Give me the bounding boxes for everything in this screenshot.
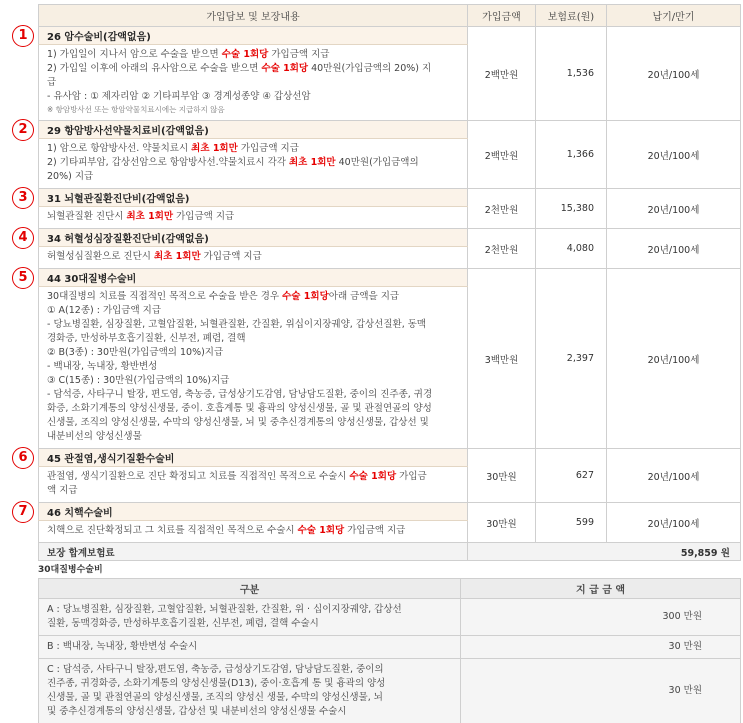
detail-line [47, 48, 459, 62]
detail-text: 뇌혈관질환 진단시 [47, 211, 127, 222]
highlight-text: 수술 1회당 [349, 471, 397, 482]
sub-row-line: 신생물, 골 및 관절연골의 양성신생물, 조직의 양성신 생물, 수막의 양성신생물, 뇌 [47, 692, 383, 703]
sub-row-amount: 30 만원 [461, 636, 741, 659]
coverage-premium: 1,366 [536, 121, 607, 189]
detail-text: ③ C(15종) : 30만원(가입금액의 10%)지급 [47, 375, 230, 386]
sub-row-line: 및 중추신경계통의 양성신생물, 갑상선 및 내분비선의 양성신생물 수술시 [47, 706, 347, 717]
header-period: 납기/만기 [607, 5, 741, 27]
item-number-badge: 4 [12, 227, 34, 249]
highlight-text: 최초 1회만 [191, 143, 238, 154]
detail-text: - 담석증, 사타구니 탈장, 편도염, 축농증, 급성상기도감염, 담낭담도질환, 중이의 진주종, 귀경 [47, 389, 433, 400]
detail-line [47, 524, 459, 538]
coverage-amount: 30만원 [468, 503, 536, 543]
item-number-badge: 6 [12, 447, 34, 469]
highlight-text: 수술 1회당 [261, 63, 309, 74]
coverage-detail [39, 467, 468, 503]
item-number-badge: 2 [12, 119, 34, 141]
detail-line [47, 484, 459, 498]
detail-text: 2) 가입일 이후에 아래의 유사암으로 수술을 받으면 [47, 63, 262, 74]
detail-text: 치핵으로 진단확정되고 그 치료를 직접적인 목적으로 수술시 [47, 525, 298, 536]
item-number-badge: 1 [12, 25, 34, 47]
sub-table-row [39, 599, 741, 636]
highlight-text: 수술 1회당 [282, 291, 329, 302]
coverage-amount: 30만원 [468, 449, 536, 503]
sub-row-line: B : 백내장, 녹내장, 황반변성 수술시 [47, 641, 198, 652]
total-label: 보장 합계보험료 [39, 543, 468, 561]
coverage-amount: 2천만원 [468, 189, 536, 229]
coverage-detail [39, 45, 468, 121]
sub-row-line: 질환, 동맥경화증, 만성하부호흡기질환, 신부전, 폐렴, 결핵 수술시 [47, 618, 319, 629]
detail-text: 가입금액 지급 [268, 49, 330, 60]
highlight-text: 수술 1회당 [221, 49, 269, 60]
detail-line [47, 90, 459, 104]
coverage-title-row [39, 269, 741, 287]
detail-line [47, 210, 459, 224]
sub-row-desc [39, 636, 461, 659]
highlight-text: 최초 1회만 [126, 211, 174, 222]
detail-line [47, 142, 459, 156]
sub-row-amount: 30 만원 [461, 659, 741, 723]
coverage-detail [39, 207, 468, 229]
coverage-premium: 599 [536, 503, 607, 543]
coverage-table-header [39, 5, 741, 27]
coverage-premium: 1,536 [536, 27, 607, 121]
detail-line [47, 304, 459, 318]
coverage-title-row [39, 229, 741, 247]
detail-text: 2) 기타피부암, 갑상선암으로 항암방사선.약물치료시 각각 [47, 157, 289, 168]
detail-text: - 백내장, 녹내장, 황반변성 [47, 361, 158, 372]
sub-row-line: 진주종, 귀경화증, 소화기계통의 양성신생물(D13), 중이·호흡계 통 및 흉곽의 양성 [47, 678, 386, 689]
detail-text: 내분비선의 양성신생물 [47, 431, 142, 442]
coverage-period: 20년/100세 [607, 27, 741, 121]
coverage-period: 20년/100세 [607, 269, 741, 449]
coverage-detail [39, 247, 468, 269]
detail-line [47, 416, 459, 430]
coverage-title: 46 치핵수술비 [39, 503, 468, 521]
detail-text: 가입금액 지급 [237, 143, 299, 154]
sub-header-amount: 지 급 금 액 [461, 579, 741, 599]
header-amount: 가입금액 [468, 5, 536, 27]
coverage-title: 34 허혈성심장질환진단비(감액없음) [39, 229, 468, 247]
sub-table-row [39, 659, 741, 723]
coverage-note: ※ 항암방사선 또는 항암약물치료시에는 지급하지 않음 [47, 105, 225, 114]
coverage-amount: 2천만원 [468, 229, 536, 269]
header-premium: 보험료(원) [536, 5, 607, 27]
detail-text: 아래 금액을 지급 [328, 291, 400, 302]
detail-line [47, 290, 459, 304]
detail-line [47, 318, 459, 332]
highlight-text: 최초 1회만 [288, 157, 336, 168]
coverage-title-row [39, 189, 741, 207]
sub-row-desc [39, 599, 461, 636]
detail-text: 1) 암으로 항암방사선. 약물치료시 [47, 143, 192, 154]
detail-line [47, 388, 459, 402]
sub-table [38, 578, 741, 723]
highlight-text: 수술 1회당 [297, 525, 345, 536]
detail-text: 20%) 지급 [47, 171, 94, 182]
detail-text: 급 [47, 77, 57, 88]
coverage-title: 29 항암방사선약물치료비(감액없음) [39, 121, 468, 139]
detail-text: 가입금액 지급 [344, 525, 406, 536]
detail-line [47, 250, 459, 264]
coverage-title: 45 관절염,생식기질환수술비 [39, 449, 468, 467]
coverage-title: 26 암수술비(감액없음) [39, 27, 468, 45]
coverage-amount: 2백만원 [468, 27, 536, 121]
coverage-title: 31 뇌혈관질환진단비(감액없음) [39, 189, 468, 207]
sub-row-line: C : 담석증, 사타구니 탈장,편도염, 축농증, 급성상기도감염, 담낭담도질환, 중이의 [47, 664, 384, 675]
detail-line [47, 430, 459, 444]
coverage-detail [39, 287, 468, 449]
coverage-premium: 4,080 [536, 229, 607, 269]
coverage-table [38, 4, 741, 561]
detail-text: - 유사암 : ① 제자리암 ② 기타피부암 ③ 경계성종양 ④ 갑상선암 [47, 91, 311, 102]
sub-table-title: 30대질병수술비 [38, 565, 103, 575]
detail-line [47, 470, 459, 484]
detail-text: 경화증, 만성하부호흡기질환, 신부전, 폐렴, 결핵 [47, 333, 246, 344]
coverage-period: 20년/100세 [607, 449, 741, 503]
detail-line [47, 346, 459, 360]
detail-line [47, 402, 459, 416]
detail-text: 가입금액 지급 [200, 251, 262, 262]
coverage-amount: 2백만원 [468, 121, 536, 189]
total-row [39, 543, 741, 561]
detail-text: 40만원(가입금액의 20%) 지 [308, 63, 432, 74]
coverage-title: 44 30대질병수술비 [39, 269, 468, 287]
item-number-badge: 7 [12, 501, 34, 523]
detail-text: ① A(12종) : 가입금액 지급 [47, 305, 162, 316]
item-number-badge: 3 [12, 187, 34, 209]
detail-text: 40만원(가입금액의 [335, 157, 419, 168]
detail-text: 관절염, 생식기질환으로 진단 확정되고 치료를 직접적인 목적으로 수술시 [47, 471, 350, 482]
sub-row-desc [39, 659, 461, 723]
sub-header-type: 구분 [39, 579, 461, 599]
detail-text: 30대질병의 치료를 직접적인 목적으로 수술을 받은 경우 [47, 291, 283, 302]
detail-text: 허혈성심질환으로 진단시 [47, 251, 154, 262]
coverage-amount: 3백만원 [468, 269, 536, 449]
detail-text: 화증, 소화기계통의 양성신생물, 중이. 호흡계통 및 흉곽의 양성신생물, 골 및 관절연골의 양성 [47, 403, 432, 414]
detail-line [47, 170, 459, 184]
sub-row-amount: 300 만원 [461, 599, 741, 636]
detail-line [47, 156, 459, 170]
coverage-premium: 15,380 [536, 189, 607, 229]
coverage-title-row [39, 121, 741, 139]
detail-line [47, 360, 459, 374]
coverage-premium: 627 [536, 449, 607, 503]
coverage-detail [39, 521, 468, 543]
detail-line [47, 76, 459, 90]
sub-row-line: A : 당뇨병질환, 심장질환, 고혈압질환, 뇌혈관질환, 간질환, 위 · 십이지장궤양, 갑상선 [47, 604, 402, 615]
sub-table-header [39, 579, 741, 599]
detail-line [47, 332, 459, 346]
total-value: 59,859 원 [468, 543, 741, 561]
detail-text: 신생물, 조직의 양성신생물, 수막의 양성신생물, 뇌 및 중추신경계통의 양성신생물, 갑상선 및 [47, 417, 429, 428]
coverage-title-row [39, 27, 741, 45]
coverage-period: 20년/100세 [607, 121, 741, 189]
coverage-premium: 2,397 [536, 269, 607, 449]
coverage-period: 20년/100세 [607, 229, 741, 269]
detail-text: 액 지급 [47, 485, 78, 496]
detail-line [47, 62, 459, 76]
item-number-badge: 5 [12, 267, 34, 289]
coverage-title-row [39, 503, 741, 521]
detail-text: - 당뇨병질환, 심장질환, 고혈압질환, 뇌혈관질환, 간질환, 위십이지장궤양, 갑상선질환, 동맥 [47, 319, 427, 330]
detail-line [47, 374, 459, 388]
coverage-period: 20년/100세 [607, 189, 741, 229]
sub-table-row [39, 636, 741, 659]
highlight-text: 최초 1회만 [154, 251, 201, 262]
detail-text: 가입금액 지급 [173, 211, 235, 222]
coverage-title-row [39, 449, 741, 467]
coverage-period: 20년/100세 [607, 503, 741, 543]
detail-text: 1) 가입일이 지나서 암으로 수술을 받으면 [47, 49, 222, 60]
detail-text: 가입금 [396, 471, 427, 482]
detail-text: ② B(3종) : 30만원(가입금액의 10%)지급 [47, 347, 224, 358]
coverage-detail [39, 139, 468, 189]
header-coverage: 가입담보 및 보장내용 [39, 5, 468, 27]
